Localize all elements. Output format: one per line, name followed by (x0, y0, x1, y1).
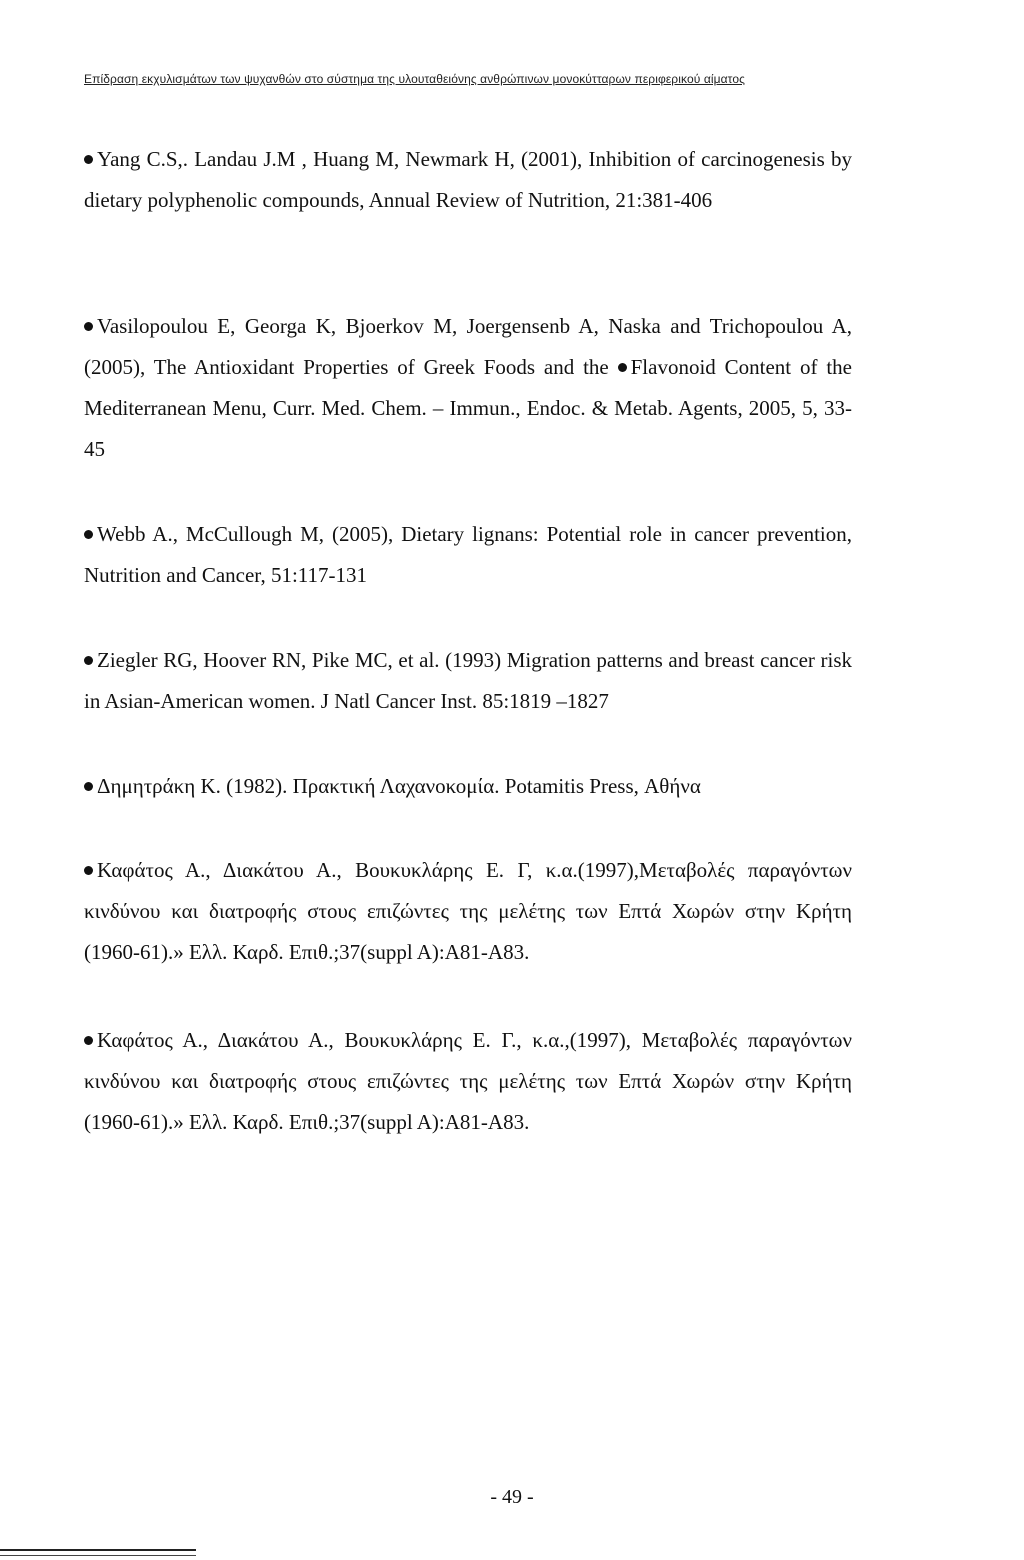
footer-divider-thin (0, 1555, 196, 1556)
bullet-icon (84, 155, 93, 164)
bullet-icon (84, 322, 93, 331)
reference-text: Ziegler RG, Hoover RN, Pike MC, et al. (1993) Migration patterns and breast cancer risk in Asian-American women. J Natl Cancer Inst. 85:1819 –1827 (84, 648, 852, 713)
bullet-icon (84, 530, 93, 539)
reference-text: Δημητράκη Κ. (1982). Πρακτική Λαχανοκομία. Potamitis Press, Αθήνα (97, 774, 701, 798)
page-number: - 49 - (490, 1486, 534, 1508)
bullet-icon (84, 656, 93, 665)
footer-divider (0, 1549, 196, 1551)
bullet-icon (618, 363, 627, 372)
reference-text: Vasilopoulou E, Georga K, Bjoerkov M, Joergensenb A, Naska and Trichopoulou A, (2005), The Antioxidant Properties of Greek Foods and the (84, 314, 852, 379)
reference-entry (84, 306, 852, 470)
reference-entry (84, 139, 852, 221)
reference-text-continued: Flavonoid Content of the Mediterranean Menu, Curr. Med. Chem. – Immun., Endoc. & Metab. Agents, 2005, 5, 33-45 (84, 355, 852, 461)
reference-entry (84, 514, 852, 596)
reference-entry (84, 766, 852, 807)
running-header: Επίδραση εκχυλισμάτων των ψυχανθών στο σύστημα της υλουταθειόνης ανθρώπινων μονοκύτταρων περιφερικού αίματος (84, 72, 746, 86)
bullet-icon (84, 1036, 93, 1045)
reference-entry (84, 850, 852, 973)
reference-entry (84, 1020, 852, 1143)
reference-text: Καφάτος Α., Διακάτου Α., Βουκυκλάρης Ε. Γ., κ.α.,(1997), Μεταβολές παραγόντων κινδύνου και διατροφής στους επιζώντες της μελέτης των Επτά Χωρών στην Κρήτη (1960-61).» Ελλ. Καρδ. Επιθ.;37(suppl A):A81-A83. (84, 1028, 852, 1134)
reference-text: Webb A., McCullough M, (2005), Dietary lignans: Potential role in cancer prevention, Nutrition and Cancer, 51:117-131 (84, 522, 852, 587)
reference-text: Καφάτος Α., Διακάτου Α., Βουκυκλάρης Ε. Γ, κ.α.(1997),Μεταβολές παραγόντων κινδύνου και διατροφής στους επιζώντες της μελέτης των Επτά Χωρών στην Κρήτη (1960-61).» Ελλ. Καρδ. Επιθ.;37(suppl A):A81-A83. (84, 858, 852, 964)
bullet-icon (84, 866, 93, 875)
bullet-icon (84, 782, 93, 791)
reference-entry (84, 640, 852, 722)
reference-text: Yang C.S,. Landau J.M , Huang M, Newmark H, (2001), Inhibition of carcinogenesis by dietary polyphenolic compounds, Annual Review of Nutrition, 21:381-406 (84, 147, 852, 212)
